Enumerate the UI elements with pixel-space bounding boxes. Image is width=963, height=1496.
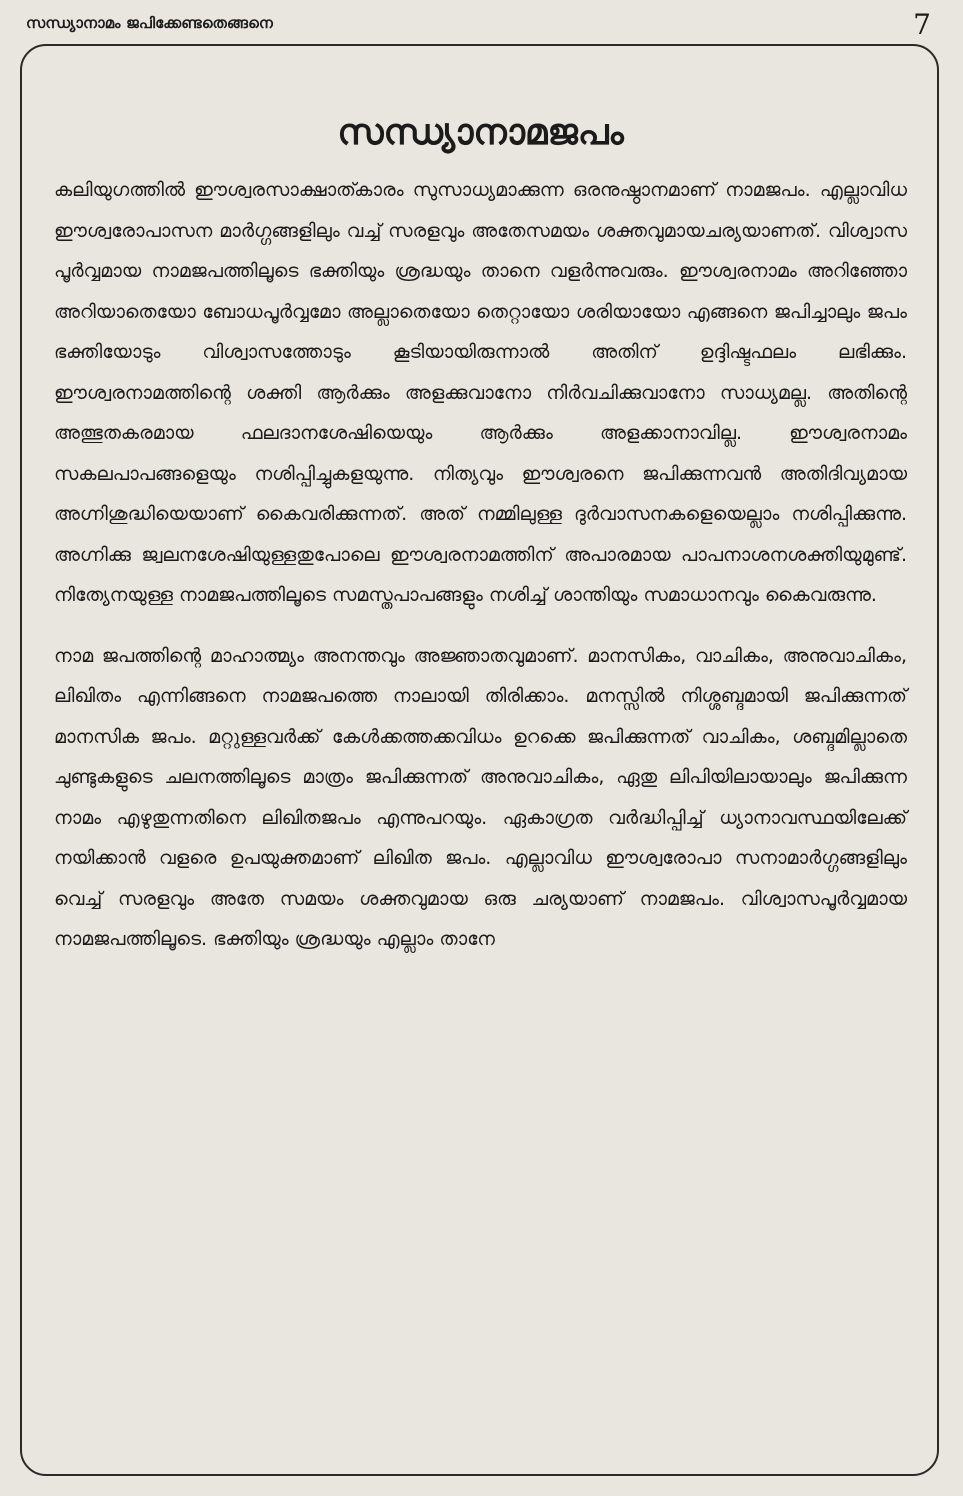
running-title: സന്ധ്യാനാമം ജപിക്കേണ്ടതെങ്ങനെ (26, 14, 273, 32)
page-number: 7 (913, 8, 931, 41)
page-header (26, 8, 937, 41)
paragraph-1: കലിയുഗത്തിൽ ഈശ്വരസാക്ഷാത്കാരം സുസാധ്യമാക്കുന്ന ഒരനുഷ്ഠാനമാണ് നാമജപം. എല്ലാവിധ ഈശ്വരോപാസന മാർഗ്ഗങ്ങളിലും വച്ച് സരളവും അതേസമയം ശക്തവുമായചര്യയാണത്. വിശ്വാസ പൂർവ്വമായ നാമജപത്തിലൂടെ ഭക്തിയും ശ്രദ്ധയും താനെ വളർന്നുവരും. ഈശ്വരനാമം അറിഞ്ഞോ അറിയാതെയോ ബോധപൂർവ്വമോ അല്ലാതെയോ തെറ്റായോ ശരിയായോ എങ്ങനെ ജപിച്ചാലും ജപം ഭക്തിയോടും വിശ്വാസത്തോടും കൂടിയായിരുന്നാൽ അതിന് ഉദ്ദിഷ്ടഫലം ലഭിക്കും. ഈശ്വരനാമത്തിന്റെ ശക്തി ആർക്കും അളക്കുവാനോ നിർവചിക്കുവാനോ സാധ്യമല്ല. അതിന്റെ അത്ഭുതകരമായ ഫലദാനശേഷിയെയും ആർക്കും അളക്കാനാവില്ല. ഈശ്വരനാമം സകലപാപങ്ങളെയും നശിപ്പിച്ചുകളയുന്നു. നിത്യവും ഈശ്വരനെ ജപിക്കുന്നവൻ അതിദിവ്യമായ അഗ്നിശുദ്ധിയെയാണ് കൈവരിക്കുന്നത്. അത് നമ്മിലുള്ള ദുർവാസനകളെയെല്ലാം നശിപ്പിക്കുന്നു. അഗ്നിക്കു ജ്വലനശേഷിയുള്ളതുപോലെ ഈശ്വരനാമത്തിന് അപാരമായ പാപനാശനശക്തിയുമുണ്ട്. നിത്യേനയുള്ള നാമജപത്തിലൂടെ സമസ്തപാപങ്ങളും നശിച്ച് ശാന്തിയും സമാധാനവും കൈവരുന്നു. (54, 179, 907, 606)
content-frame (20, 44, 939, 1476)
paragraph-2: നാമ ജപത്തിന്റെ മാഹാത്മ്യം അനന്തവും അജ്ഞാതവുമാണ്. മാനസികം, വാചികം, അനുവാചികം, ലിഖിതം എന്നിങ്ങനെ നാമജപത്തെ നാലായി തിരിക്കാം. മനസ്സിൽ നിശ്ശബ്ദമായി ജപിക്കുന്നത് മാനസിക ജപം. മറ്റുള്ളവർക്ക് കേൾക്കത്തക്കവിധം ഉറക്കെ ജപിക്കുന്നത് വാചികം, ശബ്ദമില്ലാതെ ചുണ്ടുകളുടെ ചലനത്തിലൂടെ മാത്രം ജപിക്കുന്നത് അനുവാചികം, ഏതു ലിപിയിലായാലും ജപിക്കുന്ന നാമം എഴുതുന്നതിനെ ലിഖിതജപം എന്നുപറയും. ഏകാഗ്രത വർദ്ധിപ്പിച്ച് ധ്യാനാവസ്ഥയിലേക്ക് നയിക്കാൻ വളരെ ഉപയുക്തമാണ് ലിഖിത ജപം. എല്ലാവിധ ഈശ്വരോപാ സനാമാർഗ്ഗങ്ങളിലും വെച്ച് സരളവും അതേ സമയം ശക്തവുമായ ഒരു ചര്യയാണ് നാമജപം. വിശ്വാസപൂർവ്വമായ നാമജപത്തിലൂടെ. ഭക്തിയും ശ്രദ്ധയും എല്ലാം താനേ (54, 644, 907, 950)
page-title: സന്ധ്യാനാമജപം (337, 112, 624, 153)
